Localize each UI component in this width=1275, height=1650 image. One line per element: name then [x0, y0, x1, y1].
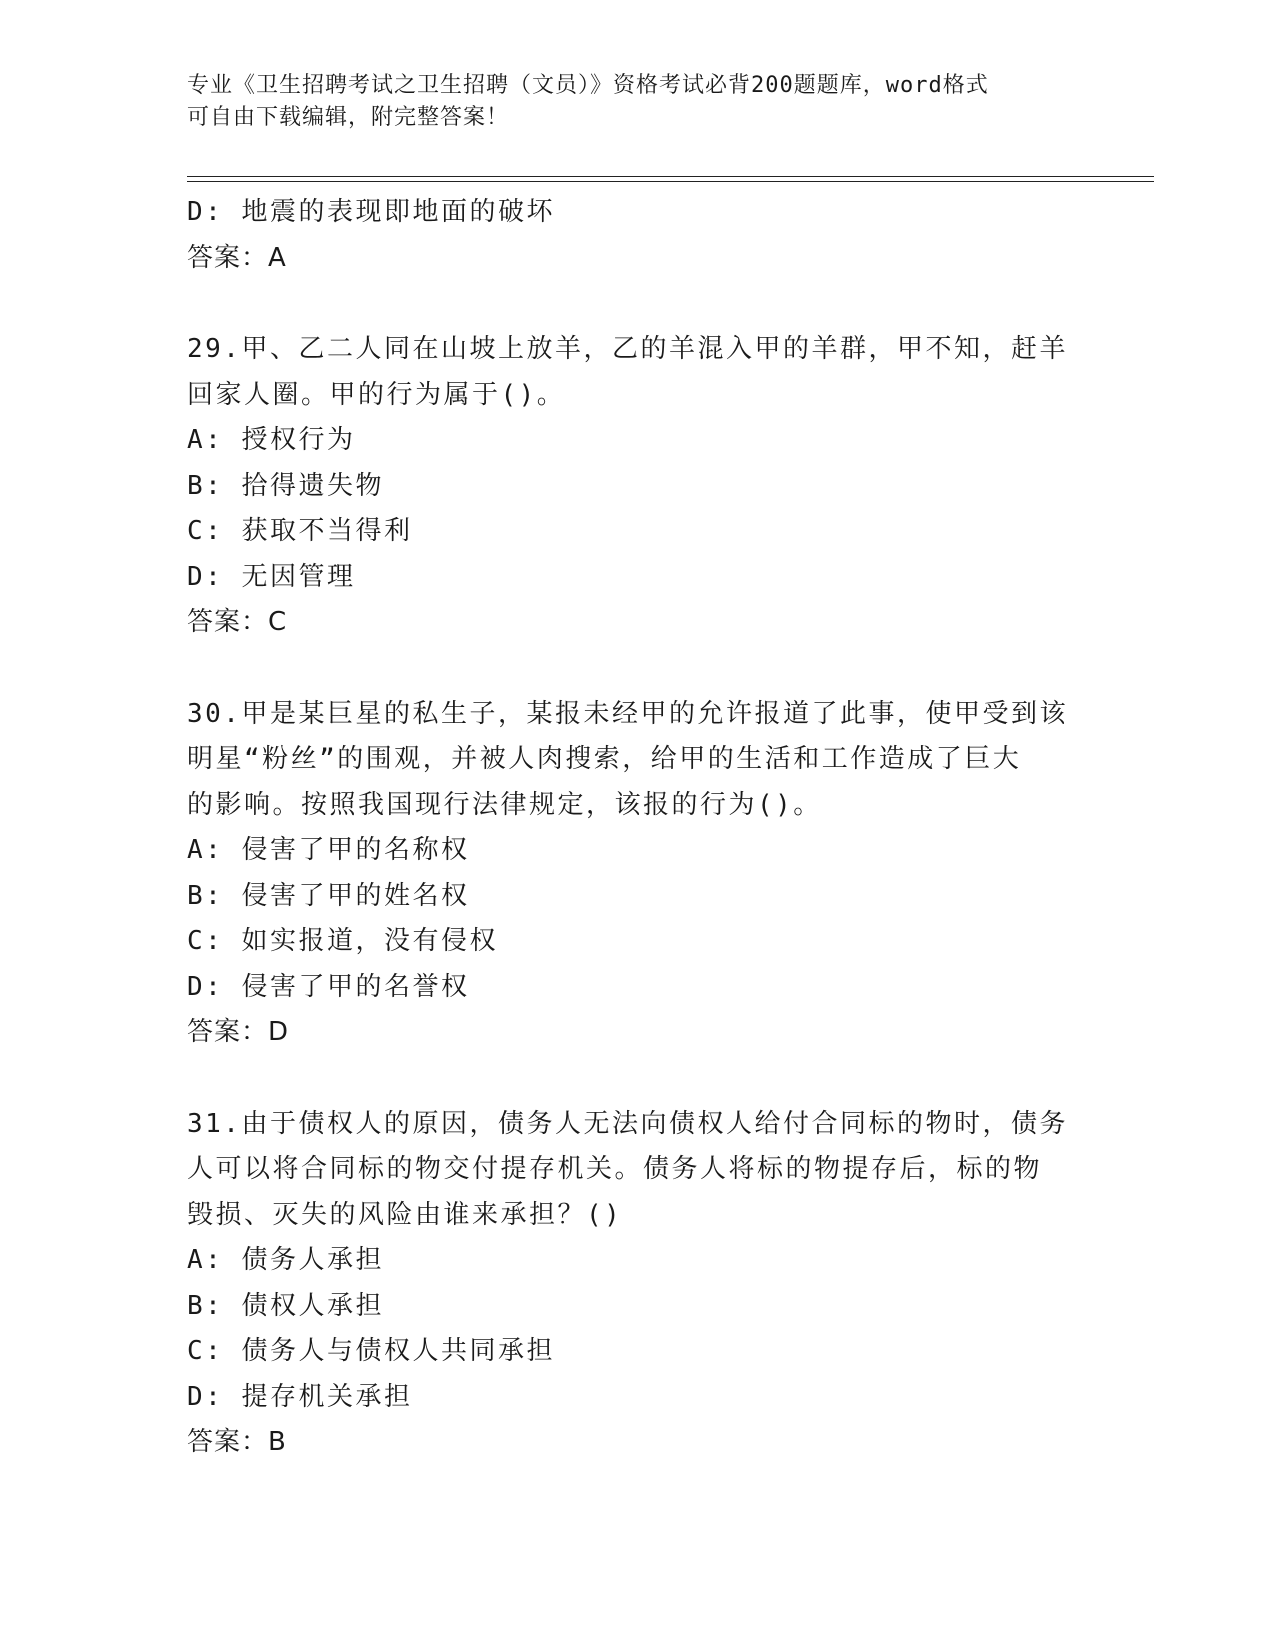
question-31: [187, 1102, 1067, 1466]
answer: 答案：A: [187, 242, 287, 273]
question-30: [187, 692, 1067, 1056]
answer: 答案：B: [187, 1427, 287, 1457]
option-a: A: 授权行为: [187, 425, 356, 455]
question-stem: 明星“粉丝”的围观，并被人肉搜索，给甲的生活和工作造成了巨大: [187, 744, 1022, 774]
question-29: [187, 327, 1067, 646]
question-stem: 毁损、灭失的风险由谁来承担？(): [187, 1199, 623, 1230]
option-d: D: 无因管理: [187, 561, 356, 592]
option-b: B: 侵害了甲的姓名权: [187, 880, 470, 911]
option-b: B: 债权人承担: [187, 1290, 384, 1321]
option-a: A: 侵害了甲的名称权: [187, 835, 470, 865]
header-line-1: 专业《卫生招聘考试之卫生招聘（文员）》资格考试必背200题题库，word格式: [187, 73, 989, 98]
option-c: C: 如实报道，没有侵权: [187, 926, 498, 956]
answer: 答案：C: [187, 607, 288, 637]
header-line-2: 可自由下载编辑，附完整答案！: [187, 105, 510, 130]
question-stem: 人可以将合同标的物交付提存机关。债务人将标的物提存后，标的物: [187, 1154, 1043, 1184]
option-d: D: 地震的表现即地面的破坏: [187, 197, 555, 227]
question-stem: 30.甲是某巨星的私生子，某报未经甲的允许报道了此事，使甲受到该: [187, 698, 1068, 729]
option-c: C: 获取不当得利: [187, 516, 413, 546]
option-a: A: 债务人承担: [187, 1245, 384, 1275]
question-stem: 回家人圈。甲的行为属于()。: [187, 379, 566, 410]
option-b: B: 拾得遗失物: [187, 470, 384, 501]
question-stem: 31.由于债权人的原因，债务人无法向债权人给付合同标的物时，债务: [187, 1108, 1068, 1139]
option-c: C: 债务人与债权人共同承担: [187, 1336, 555, 1366]
question-stem: 29.甲、乙二人同在山坡上放羊，乙的羊混入甲的羊群，甲不知，赶羊: [187, 334, 1068, 364]
answer: 答案：D: [187, 1017, 290, 1047]
header-rule-top: [187, 176, 1154, 177]
question-list: [187, 190, 1067, 1466]
question-stem: 的影响。按照我国现行法律规定，该报的行为()。: [187, 789, 822, 820]
previous-question-tail: [187, 190, 1067, 281]
option-d: D: 提存机关承担: [187, 1381, 413, 1412]
option-d: D: 侵害了甲的名誉权: [187, 971, 470, 1002]
header-rule-bottom: [187, 181, 1154, 182]
document-header: [187, 70, 1087, 134]
